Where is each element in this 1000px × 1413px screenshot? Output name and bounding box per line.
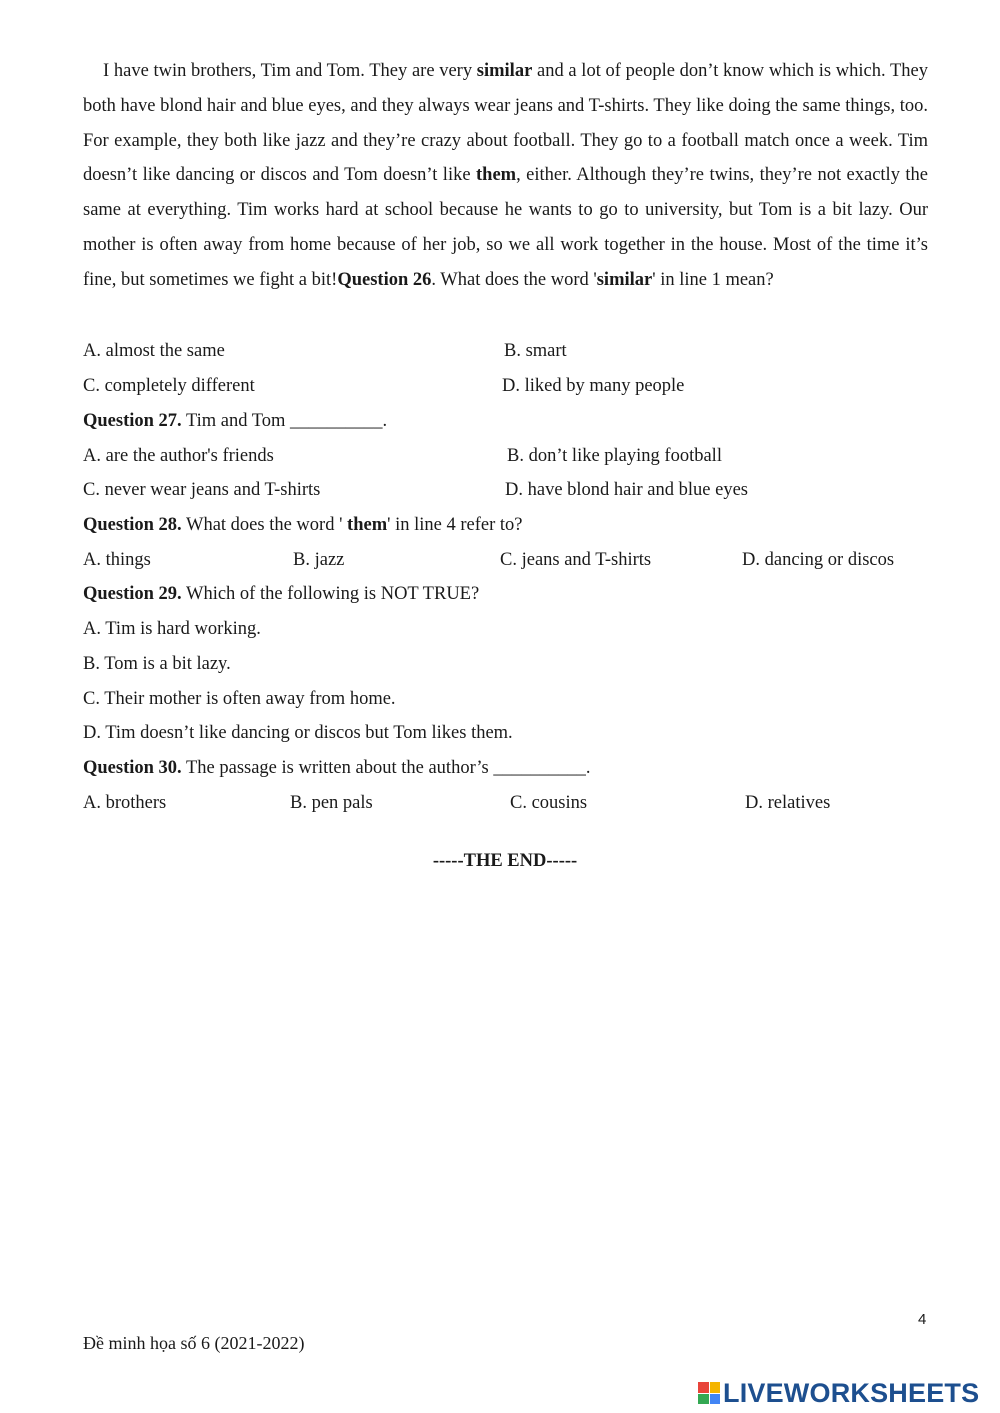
q28-option-a: A. things (83, 550, 151, 570)
question-28-word: them (347, 515, 388, 535)
question-29-label: Question 29. (83, 584, 182, 604)
logo-square (698, 1394, 709, 1405)
q30-option-c: C. cousins (510, 793, 588, 813)
question-26-text: ' in line 1 mean? (652, 269, 774, 290)
footer-text: Đề minh họa số 6 (2021-2022) (83, 1333, 305, 1353)
question-30-text: The passage is written about the author’s __________. (181, 758, 591, 778)
passage-text: , either. Although they’re twins, they’re not exactly the same at everything. Tim works hard at school because he wants to go to university, but Tom is a bit lazy. Our mother is often away from home because of her job, so we all work together in the house. Most of the time it’s fine, but sometimes we fight a bit! (83, 165, 928, 290)
question-26-text: . What does the word ' (431, 269, 597, 290)
logo-square (710, 1382, 721, 1393)
end-marker: -----THE END----- (432, 851, 578, 871)
word-them: them (476, 165, 517, 186)
logo-square (698, 1382, 709, 1393)
logo-square (710, 1394, 721, 1405)
q27-option-d: D. have blond hair and blue eyes (505, 480, 748, 500)
word-similar: similar (476, 61, 533, 81)
liveworksheets-wordmark: LIVEWORKSHEETS (723, 1378, 980, 1408)
liveworksheets-logo-icon (698, 1382, 720, 1404)
question-28-text: What does the word ' (181, 515, 348, 535)
question-28 (83, 513, 522, 537)
q28-option-b: B. jazz (293, 550, 345, 570)
q28-option-d: D. dancing or discos (742, 550, 895, 570)
q27-option-c: C. never wear jeans and T-shirts (83, 480, 321, 500)
q26-option-d: D. liked by many people (502, 376, 685, 396)
question-30 (83, 756, 591, 780)
q29-option-a: A. Tim is hard working. (83, 619, 261, 639)
q30-option-d: D. relatives (745, 793, 831, 813)
q26-option-a: A. almost the same (83, 341, 225, 361)
q26-option-b: B. smart (504, 341, 567, 361)
question-26-word: similar (596, 269, 653, 290)
q30-option-a: A. brothers (83, 793, 167, 813)
q26-option-c: C. completely different (83, 376, 255, 396)
question-30-label: Question 30. (83, 758, 182, 778)
question-28-label: Question 28. (83, 515, 182, 535)
liveworksheets-brand[interactable] (698, 1378, 979, 1408)
q28-option-c: C. jeans and T-shirts (500, 550, 652, 570)
q29-option-b: B. Tom is a bit lazy. (83, 654, 231, 674)
q30-option-b: B. pen pals (290, 793, 373, 813)
question-26-label: Question 26 (337, 269, 432, 290)
question-28-text: ' in line 4 refer to? (387, 515, 523, 535)
question-27-text: Tim and Tom __________. (181, 411, 388, 431)
reading-passage (83, 54, 928, 298)
page-number: 4 (918, 1311, 927, 1328)
q27-option-b: B. don’t like playing football (507, 446, 722, 466)
question-29 (83, 582, 479, 606)
question-29-text: Which of the following is NOT TRUE? (181, 584, 480, 604)
q29-option-d: D. Tim doesn’t like dancing or discos but Tom likes them. (83, 723, 513, 743)
q27-option-a: A. are the author's friends (83, 446, 274, 466)
question-27-label: Question 27. (83, 411, 182, 431)
passage-text: and a lot of people don’t know which is which. They both have blond hair and blue eyes, and they always wear jeans and T-shirts. They like doing the same things, too. For example, they both like jazz and they’re crazy about football. They go to a football match once a week. Tim doesn’t like dancing or discos and Tom doesn’t like (83, 61, 928, 186)
q29-option-c: C. Their mother is often away from home. (83, 689, 396, 709)
question-27 (83, 409, 387, 433)
passage-text: I have twin brothers, Tim and Tom. They are very (103, 61, 477, 81)
